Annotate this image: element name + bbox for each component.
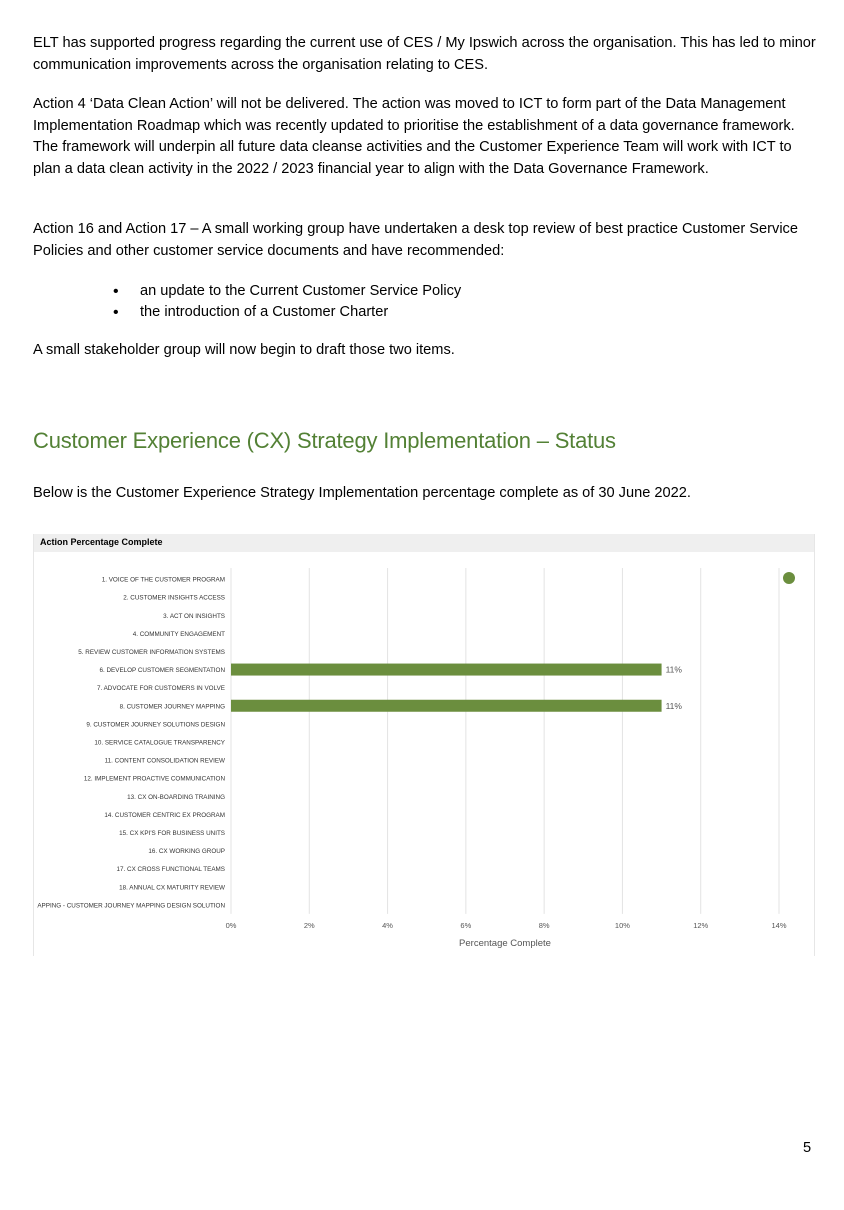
category-label: 18. ANNUAL CX MATURITY REVIEW xyxy=(119,884,225,892)
category-label: 8. CUSTOMER JOURNEY MAPPING xyxy=(119,703,225,711)
bar xyxy=(231,700,662,712)
section-heading: Customer Experience (CX) Strategy Implementation – Status xyxy=(33,428,616,453)
category-label: 4. COMMUNITY ENGAGEMENT xyxy=(132,630,225,638)
category-label: 7. ADVOCATE FOR CUSTOMERS IN VOLVE xyxy=(96,685,225,693)
category-label: 10. SERVICE CATALOGUE TRANSPARENCY xyxy=(94,739,225,747)
category-label: 5. REVIEW CUSTOMER INFORMATION SYSTEMS xyxy=(78,648,225,656)
x-tick-label: 2% xyxy=(303,920,315,930)
category-label: 14. CUSTOMER CENTRIC EX PROGRAM xyxy=(104,811,225,819)
action-percentage-chart xyxy=(34,534,814,956)
list-item: • an update to the Current Customer Service Policy xyxy=(113,281,461,302)
category-label: APPING - CUSTOMER JOURNEY MAPPING DESIGN SOLUTION xyxy=(37,902,225,910)
category-label: 3. ACT ON INSIGHTS xyxy=(163,612,225,620)
x-tick-label: 8% xyxy=(538,920,550,930)
intro-paragraph: ELT has supported progress regarding the current use of CES / My Ipswich across the organisation. This has led to minor communication improvements across the organisation relating to CES. xyxy=(33,35,816,73)
chart-intro-paragraph: Below is the Customer Experience Strategy Implementation percentage complete as of 30 June 2022. xyxy=(33,485,691,501)
x-tick-label: 10% xyxy=(614,920,630,930)
category-label: 11. CONTENT CONSOLIDATION REVIEW xyxy=(104,757,225,765)
chart-title: Action Percentage Complete xyxy=(40,537,163,547)
category-label: 1. VOICE OF THE CUSTOMER PROGRAM xyxy=(101,576,225,584)
chart-panel xyxy=(33,534,815,956)
recommendation-list xyxy=(113,281,461,323)
x-tick-label: 6% xyxy=(460,920,472,930)
category-label: 13. CX ON-BOARDING TRAINING xyxy=(127,793,225,801)
x-tick-label: 0% xyxy=(225,920,237,930)
bar xyxy=(231,664,662,676)
x-axis-title: Percentage Complete xyxy=(459,937,551,949)
action-16-17-paragraph: Action 16 and Action 17 – A small working group have undertaken a desk top review of best practice Customer Service Policies and other customer service documents and have recommended: xyxy=(33,221,798,259)
x-tick-label: 14% xyxy=(771,920,787,930)
stakeholder-paragraph: A small stakeholder group will now begin to draft those two items. xyxy=(33,342,455,358)
action-4-paragraph: Action 4 ‘Data Clean Action’ will not be delivered. The action was moved to ICT to form part of the Data Management Implementation Roadmap which was recently updated to prioritise the establishment of a data governance framework. The framework will underpin all future data cleanse activities and the Customer Experience Team will work with ICT to plan a data clean activity in the 2022 / 2023 financial year to align with the Data Governance Framework. xyxy=(33,96,795,177)
category-label: 12. IMPLEMENT PROACTIVE COMMUNICATION xyxy=(83,775,225,783)
category-label: 9. CUSTOMER JOURNEY SOLUTIONS DESIGN xyxy=(86,721,225,729)
page-number: 5 xyxy=(803,1140,812,1156)
data-label: 11% xyxy=(665,664,682,675)
category-label: 2. CUSTOMER INSIGHTS ACCESS xyxy=(123,594,225,602)
category-label: 15. CX KPI'S FOR BUSINESS UNITS xyxy=(119,829,225,837)
list-item: • the introduction of a Customer Charter xyxy=(113,302,461,323)
x-tick-label: 4% xyxy=(382,920,393,930)
x-tick-label: 12% xyxy=(693,920,709,930)
legend-marker xyxy=(783,572,795,584)
category-label: 17. CX CROSS FUNCTIONAL TEAMS xyxy=(116,866,225,874)
category-label: 6. DEVELOP CUSTOMER SEGMENTATION xyxy=(99,667,225,675)
category-label: 16. CX WORKING GROUP xyxy=(148,848,225,856)
data-label: 11% xyxy=(665,700,682,711)
